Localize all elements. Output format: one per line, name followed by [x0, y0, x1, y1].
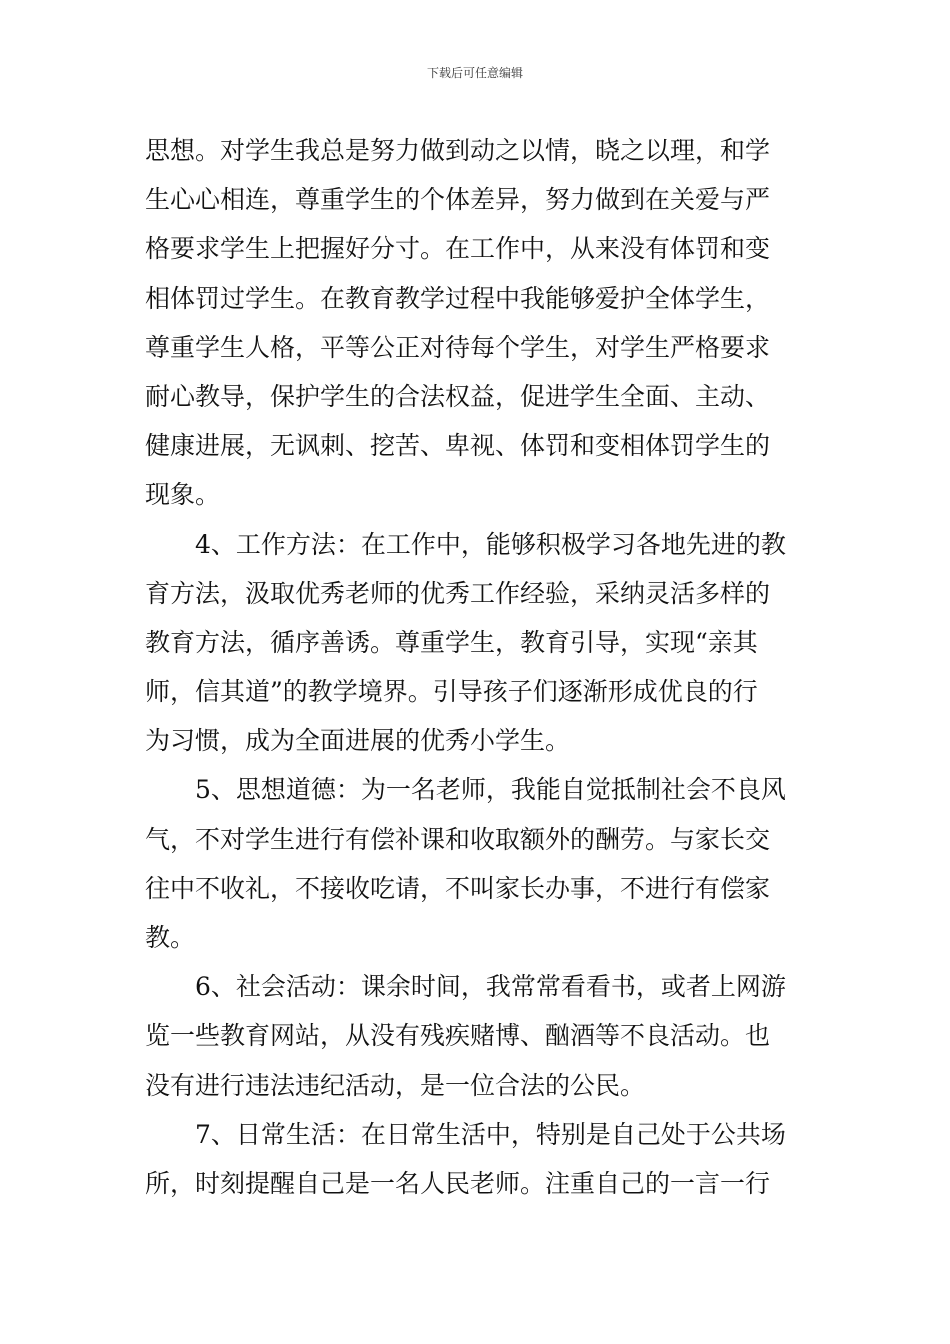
text-line: 为习惯，成为全面进展的优秀小学生。 [145, 726, 571, 756]
paragraph-first-line: 4、工作方法：在工作中，能够积极学习各地先进的教 [195, 529, 786, 559]
text-line: 育方法，汲取优秀老师的优秀工作经验，采纳灵活多样的 [145, 578, 771, 608]
paragraph-first-line: 5、思想道德：为一名老师，我能自觉抵制社会不良风 [195, 775, 786, 805]
text-line: 耐心教导，保护学生的合法权益，促进学生全面、主动、 [145, 381, 771, 411]
text-line: 览一些教育网站，从没有残疾赌博、酗酒等不良活动。也 [145, 1021, 771, 1051]
text-line: 现象。 [145, 480, 221, 510]
text-line: 教育方法，循序善诱。尊重学生，教育引导，实现“亲其 [145, 627, 758, 657]
page-header: 下载后可任意编辑 [426, 66, 523, 80]
text-line: 没有进行违法违纪活动，是一位合法的公民。 [145, 1070, 646, 1100]
text-line: 思想。对学生我总是努力做到动之以情，晓之以理，和学 [145, 136, 771, 165]
text-line: 尊重学生人格，平等公正对待每个学生，对学生严格要求 [145, 332, 771, 362]
text-line: 师，信其道”的教学境界。引导孩子们逐渐形成优良的行 [145, 677, 758, 707]
text-line: 相体罚过学生。在教育教学过程中我能够爱护全体学生， [145, 283, 771, 313]
text-line: 健康进展，无讽刺、挖苦、卑视、体罚和变相体罚学生的 [145, 431, 771, 461]
text-line: 生心心相连，尊重学生的个体差异，努力做到在关爱与严 [145, 185, 771, 215]
text-line: 往中不收礼，不接收吃请，不叫家长办事，不进行有偿家 [145, 873, 771, 903]
paragraph-first-line: 7、日常生活：在日常生活中，特别是自己处于公共场 [195, 1119, 786, 1149]
text-line: 所，时刻提醒自己是一名人民老师。注重自己的一言一行 [145, 1168, 771, 1198]
text-line: 气，不对学生进行有偿补课和收取额外的酬劳。与家长交 [145, 824, 771, 854]
text-line: 教。 [145, 923, 196, 952]
paragraph-first-line: 6、社会活动：课余时间，我常常看看书，或者上网游 [195, 972, 786, 1002]
body-text [145, 126, 807, 1208]
text-line: 格要求学生上把握好分寸。在工作中，从来没有体罚和变 [145, 234, 771, 264]
